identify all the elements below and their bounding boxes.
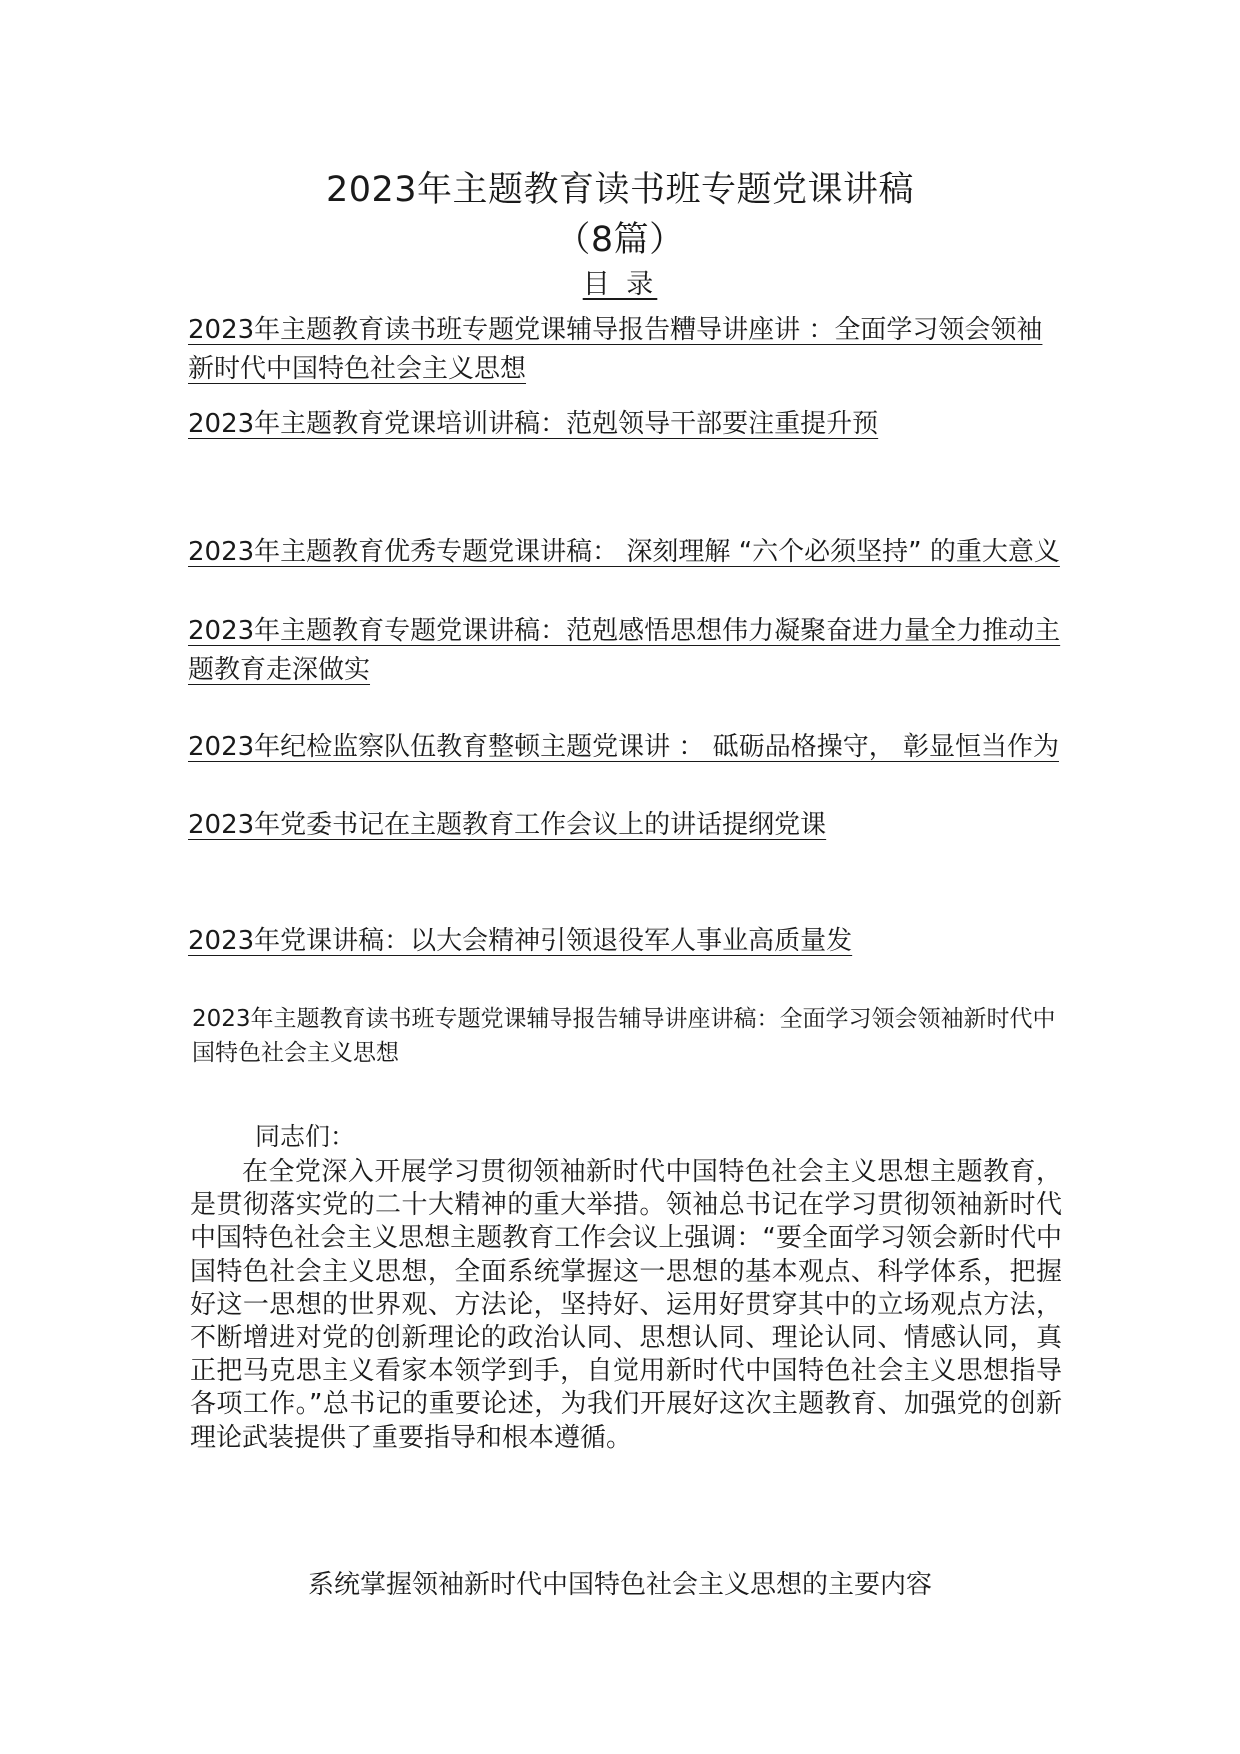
toc-link-6[interactable]: 2023年党委书记在主题教育工作会议上的讲话提纲党课 [188, 810, 827, 840]
toc-link-4[interactable]: 2023年主题教育专题党课讲稿：范剋感悟思想伟力凝聚奋进力量全力推动主题教育走深做实 [188, 616, 1061, 685]
document-title: 2023年主题教育读书班专题党课讲稿 [325, 170, 915, 210]
salutation: 同志们： [255, 1122, 356, 1151]
body-paragraph: 在全党深入开展学习贯彻领袖新时代中国特色社会主义思想主题教育，是贯彻落实党的二十大精神的重大举措。领袖总书记在学习贯彻领袖新时代中国特色社会主义思想主题教育工作会议上强调：“要全面学习领会新时代中国特色社会主义思想，全面系统掌握这一思想的基本观点、科学体系，把握好这一思想的世界观、方法论，坚持好、运用好贯穿其中的立场观点方法，不断增进对党的创新理论的政治认同、思想认同、理论认同、情感认同，真正把马克思主义看家本领学到手，自觉用新时代中国特色社会主义思想指导各项工作。”总书记的重要论述，为我们开展好这次主题教育、加强党的创新理论武装提供了重要指导和根本遵循。 [190, 1157, 1062, 1453]
toc-heading: 目 录 [582, 269, 658, 300]
article-title: 2023年主题教育读书班专题党课辅导报告辅导讲座讲稿：全面学习领会领袖新时代中国特色社会主义思想 [192, 1006, 1056, 1066]
toc-link-7[interactable]: 2023年党课讲稿：以大会精神引领退役军人事业高质量发 [188, 926, 853, 956]
toc-link-2[interactable]: 2023年主题教育党课培训讲稿：范剋领导干部要注重提升预 [188, 409, 879, 439]
toc-link-3[interactable]: 2023年主题教育优秀专题党课讲稿： 深刻理解 “六个必须坚持” 的重大意义 [188, 537, 1060, 567]
section-heading: 系统掌握领袖新时代中国特色社会主义思想的主要内容 [307, 1570, 932, 1600]
toc-link-1[interactable]: 2023年主题教育读书班专题党课辅导报告糟导讲座讲 ：全面学习领会领袖新时代中国特色社会主义思想 [188, 315, 1043, 384]
toc-link-5[interactable]: 2023年纪检监察队伍教育整顿主题党课讲 ： 砥砺品格操守， 彰显恒当作为 [188, 732, 1059, 762]
document-subtitle-count: （8篇） [555, 220, 685, 260]
